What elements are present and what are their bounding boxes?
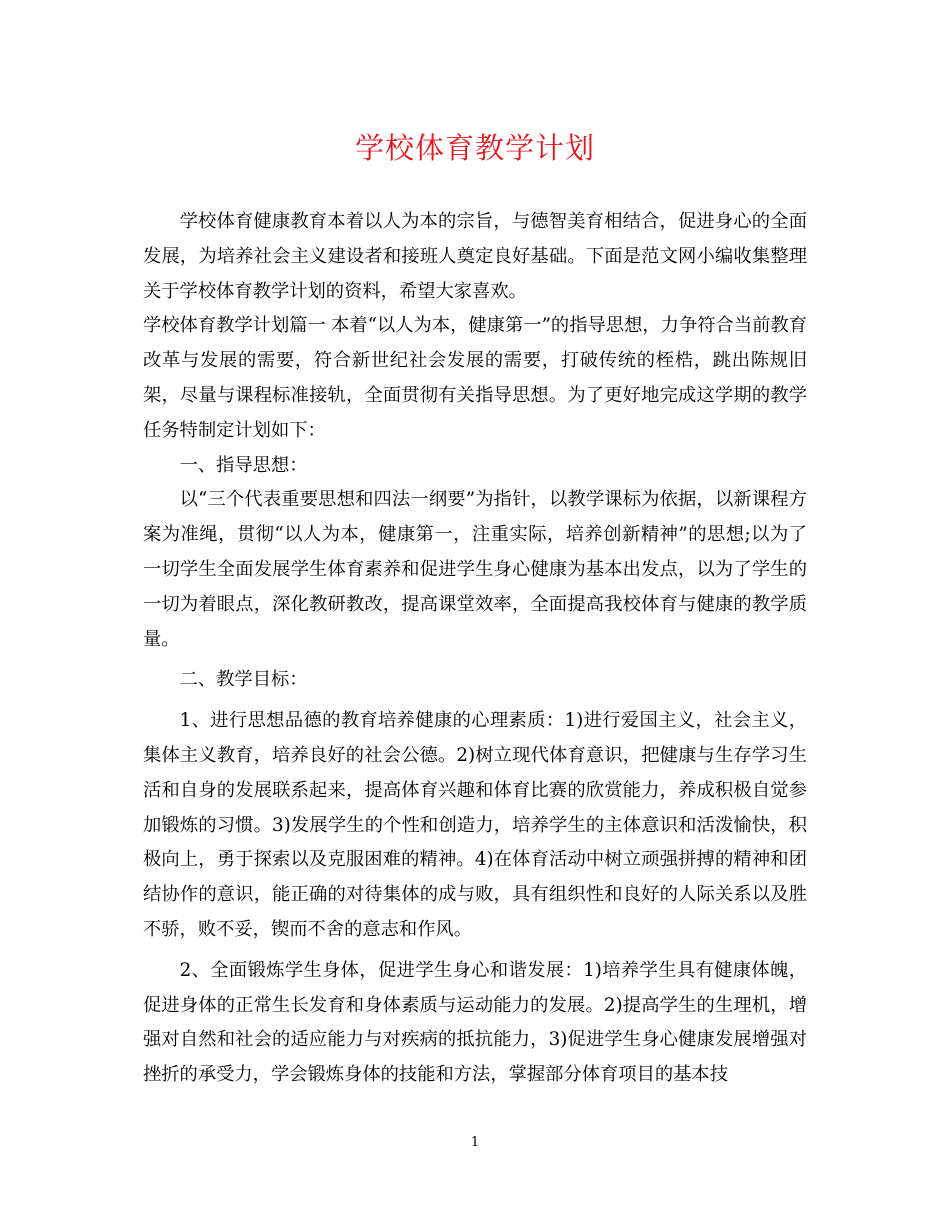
section-first-paragraph: 本着“以人为本，健康第一”的指导思想，力争符合当前教育改革与发展的需要，符合新世纪社会发展的需要，打破传统的桎梏，跳出陈规旧架，尽量与课程标准接轨，全面贯彻有关指导思想。为了更好地完成这学期的教学任务特制定计划如下：	[143, 315, 807, 441]
page-number: 1	[470, 1135, 480, 1150]
heading-guiding-thought: 一、指导思想：	[179, 454, 308, 476]
teaching-goal-paragraph-2: 2、全面锻炼学生身体，促进学生身心和谐发展：1)培养学生具有健康体魄，促进身体的正常生长发育和身体素质与运动能力的发展。2)提高学生的生理机，增强对自然和社会的适应能力与对疾病的抵抗能力，3)促进学生身心健康发展增强对挫折的承受力，学会锻炼身体的技能和方法，掌握部分体育项目的基本技	[143, 959, 807, 1086]
document-body	[143, 205, 807, 1093]
section-label: 学校体育教学计划篇一	[143, 315, 326, 337]
document-title: 学校体育教学计划	[354, 131, 595, 165]
section-paragraph	[143, 309, 807, 448]
heading-teaching-goals: 二、教学目标：	[179, 669, 308, 691]
teaching-goal-paragraph-1: 1、进行思想品德的教育培养健康的心理素质：1)进行爱国主义，社会主义，集体主义教育，培养良好的社会公德。2)树立现代体育意识，把健康与生存学习生活和自身的发展联系起来，提高体育兴趣和体育比赛的欣赏能力，养成积极自觉参加锻炼的习惯。3)发展学生的个性和创造力，培养学生的主体意识和活泼愉快，积极向上，勇于探索以及克服困难的精神。4)在体育活动中树立顽强拼搏的精神和团结协作的意识，能正确的对待集体的成与败，具有组织性和良好的人际关系以及胜不骄，败不妥，锲而不舍的意志和作风。	[143, 710, 807, 940]
intro-paragraph: 学校体育健康教育本着以人为本的宗旨，与德智美育相结合，促进身心的全面发展，为培养社会主义建设者和接班人奠定良好基础。下面是范文网小编收集整理关于学校体育教学计划的资料，希望大家喜欢。	[143, 211, 807, 302]
guiding-thought-paragraph: 以“三个代表重要思想和四法一纲要”为指针，以教学课标为依据，以新课程方案为准绳，贯彻“以人为本，健康第一，注重实际，培养创新精神”的思想;以为了一切学生全面发展学生体育素养和促进学生身心健康为基本出发点，以为了学生的一切为着眼点，深化教研教改，提高课堂效率，全面提高我校体育与健康的教学质量。	[143, 489, 807, 650]
